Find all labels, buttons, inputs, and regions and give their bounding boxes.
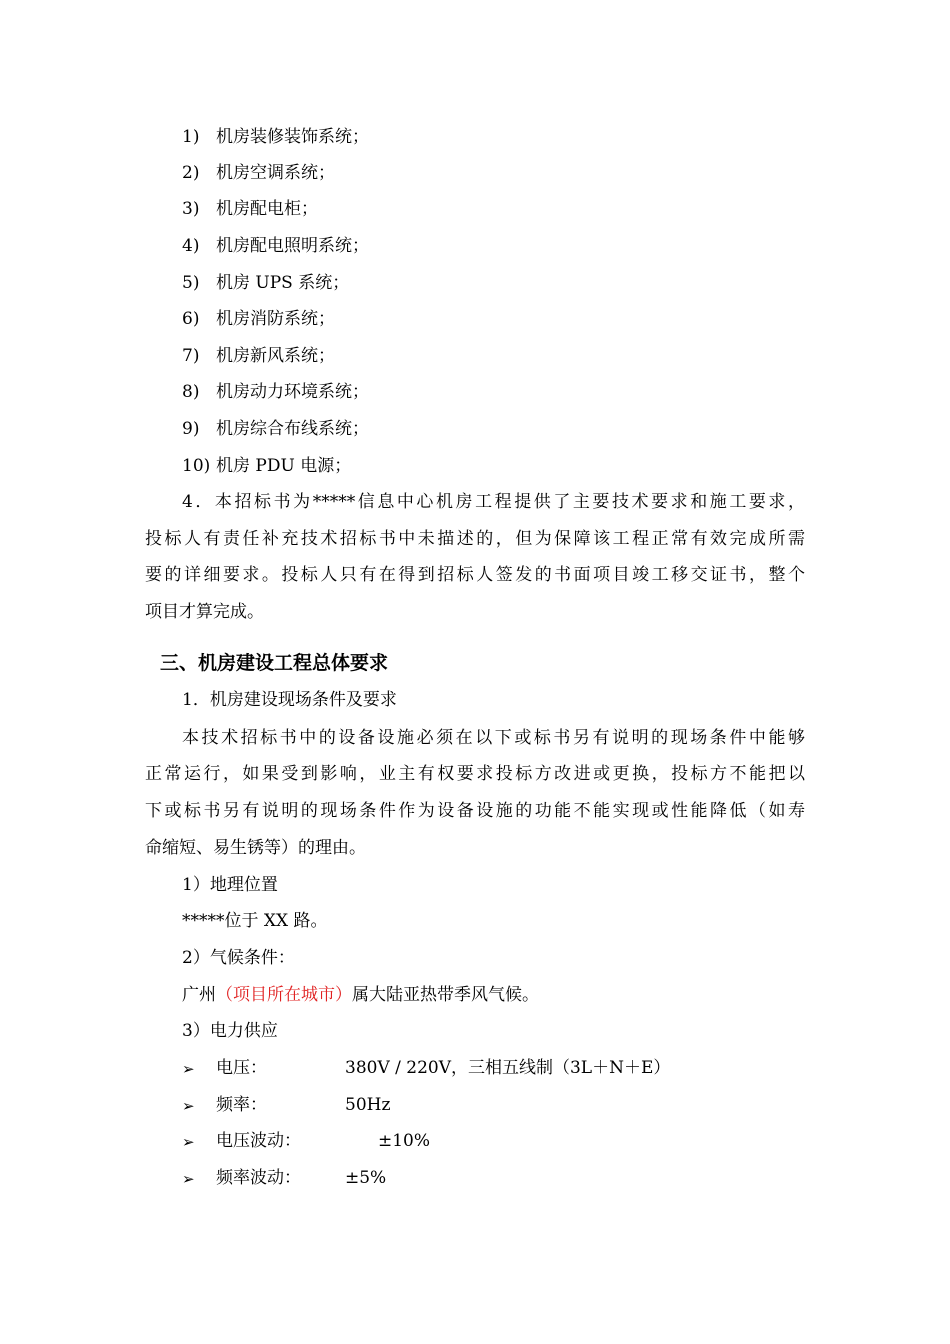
list-number: 7) <box>182 346 200 366</box>
climate-city: 广州 <box>182 985 216 1005</box>
paragraph-line: 本技术招标书中的设备设施必须在以下或标书另有说明的现场条件中能够 <box>182 728 805 748</box>
list-number: 6) <box>182 309 200 329</box>
list-text: 机房配电柜； <box>216 199 318 219</box>
geo-title: 1）地理位置 <box>182 875 278 895</box>
list-number: 8) <box>182 382 200 402</box>
climate-rest: 属大陆亚热带季风气候。 <box>352 985 539 1005</box>
power-title: 3）电力供应 <box>182 1021 278 1041</box>
paragraph-line: 要的详细要求。投标人只有在得到招标人签发的书面项目竣工移交证书，整个 <box>145 565 805 585</box>
climate-note: （项目所在城市） <box>216 985 352 1005</box>
list-number: 1) <box>182 127 200 147</box>
list-text: 机房 UPS 系统； <box>216 273 350 293</box>
list-text: 机房配电照明系统； <box>216 236 369 256</box>
arrow-bullet-icon: ➢ <box>182 1133 195 1151</box>
list-text: 机房新风系统； <box>216 346 335 366</box>
list-number: 2) <box>182 163 200 183</box>
list-text: 机房 PDU 电源； <box>216 456 352 476</box>
paragraph-line: 项目才算完成。 <box>145 602 264 622</box>
list-number: 4) <box>182 236 200 256</box>
paragraph-line: 命缩短、易生锈等）的理由。 <box>145 838 366 858</box>
section-heading: 三、机房建设工程总体要求 <box>160 652 389 674</box>
list-number: 5) <box>182 273 200 293</box>
list-number: 9) <box>182 419 200 439</box>
list-text: 机房空调系统； <box>216 163 335 183</box>
paragraph-line: 4．本招标书为*****信息中心机房工程提供了主要技术要求和施工要求， <box>182 492 805 512</box>
power-label: 频率波动： <box>216 1168 301 1188</box>
geo-text: *****位于 XX 路。 <box>182 911 328 931</box>
arrow-bullet-icon: ➢ <box>182 1170 195 1188</box>
power-label: 电压： <box>216 1058 267 1078</box>
subsection-title: 1．机房建设现场条件及要求 <box>182 690 397 710</box>
list-text: 机房综合布线系统； <box>216 419 369 439</box>
list-number: 10) <box>182 456 211 476</box>
power-label: 电压波动： <box>216 1131 301 1151</box>
list-number: 3) <box>182 199 200 219</box>
list-text: 机房消防系统； <box>216 309 335 329</box>
power-value: ±5% <box>345 1168 387 1188</box>
list-text: 机房装修装饰系统； <box>216 127 369 147</box>
paragraph-line: 投标人有责任补充技术招标书中未描述的，但为保障该工程正常有效完成所需 <box>145 529 805 549</box>
paragraph-line: 下或标书另有说明的现场条件作为设备设施的功能不能实现或性能降低（如寿 <box>145 801 805 821</box>
paragraph-line: 正常运行，如果受到影响，业主有权要求投标方改进或更换，投标方不能把以 <box>145 764 805 784</box>
power-value: 380V / 220V，三相五线制（3L＋N＋E） <box>345 1058 671 1078</box>
climate-title: 2）气候条件： <box>182 948 295 968</box>
arrow-bullet-icon: ➢ <box>182 1060 195 1078</box>
power-label: 频率： <box>216 1095 267 1115</box>
climate-text <box>182 983 539 1007</box>
arrow-bullet-icon: ➢ <box>182 1097 195 1115</box>
power-value: ±10% <box>378 1131 431 1151</box>
power-value: 50Hz <box>345 1095 391 1115</box>
list-text: 机房动力环境系统； <box>216 382 369 402</box>
